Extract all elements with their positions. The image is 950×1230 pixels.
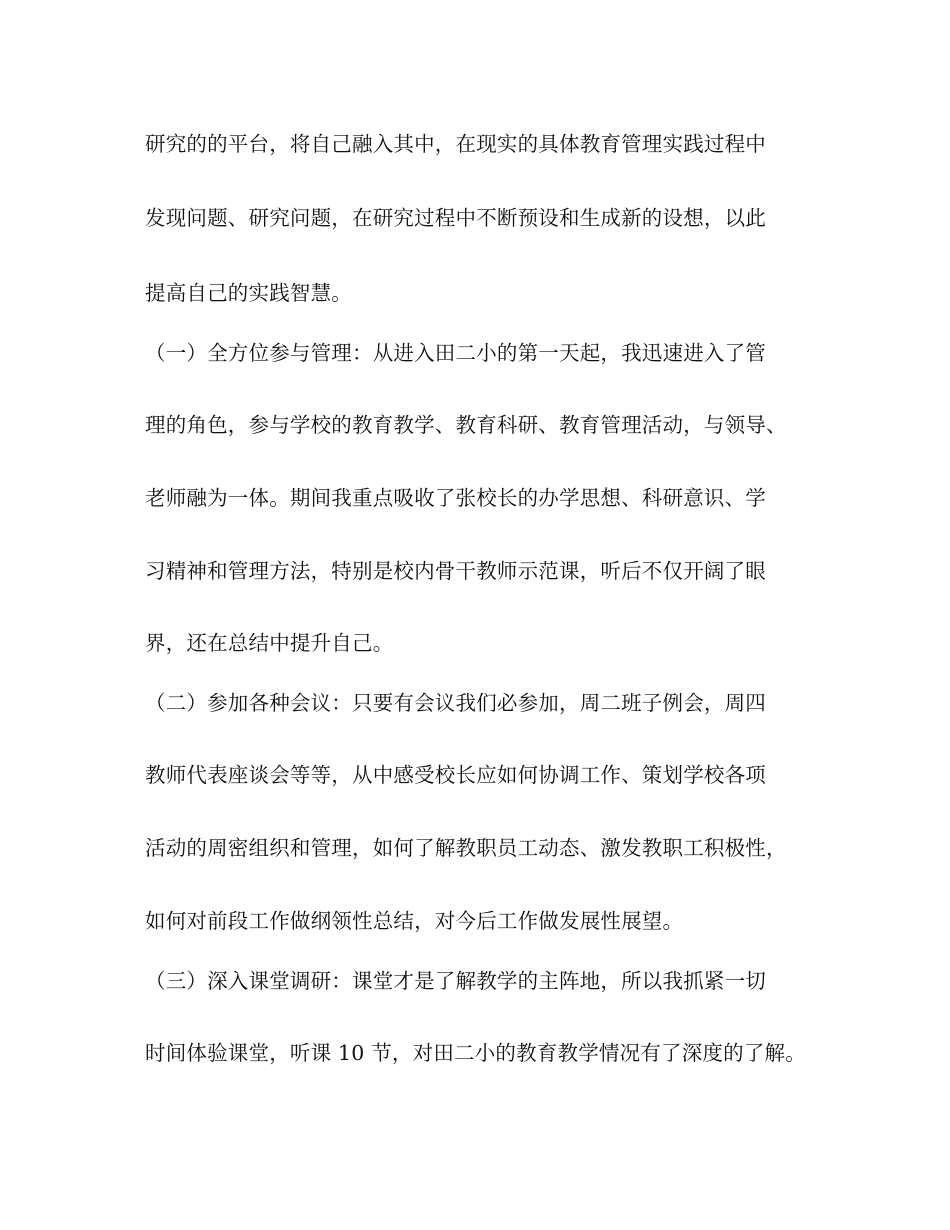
- paragraph-line: 研究的的平台，将自己融入其中，在现实的具体教育管理实践过程中: [145, 132, 766, 156]
- paragraph-line: 习精神和管理方法，特别是校内骨干教师示范课，听后不仅开阔了眼: [145, 559, 766, 583]
- paragraph-line: 界，还在总结中提升自己。: [145, 631, 394, 655]
- section-heading-line: （一）全方位参与管理：从进入田二小的第一天起，我迅速进入了管: [145, 341, 766, 365]
- section-heading-line: （二）参加各种会议：只要有会议我们必参加，周二班子例会，周四: [145, 691, 766, 715]
- paragraph-line: 老师融为一体。期间我重点吸收了张校长的办学思想、科研意识、学: [145, 486, 766, 510]
- paragraph-line: 理的角色，参与学校的教育教学、教育科研、教育管理活动，与领导、: [145, 413, 787, 437]
- section-heading-line: （三）深入课堂调研：课堂才是了解教学的主阵地，所以我抓紧一切: [145, 969, 766, 993]
- paragraph-line: 活动的周密组织和管理，如何了解教职员工动态、激发教职工积极性，: [145, 836, 787, 860]
- paragraph-line: 发现问题、研究问题，在研究过程中不断预设和生成新的设想，以此: [145, 206, 766, 230]
- paragraph-line: 提高自己的实践智慧。: [145, 281, 352, 305]
- paragraph-line: 教师代表座谈会等等，从中感受校长应如何协调工作、策划学校各项: [145, 763, 766, 787]
- paragraph-line: 如何对前段工作做纲领性总结，对今后工作做发展性展望。: [145, 909, 684, 933]
- paragraph-line: 时间体验课堂，听课 10 节，对田二小的教育教学情况有了深度的了解。: [145, 1041, 806, 1065]
